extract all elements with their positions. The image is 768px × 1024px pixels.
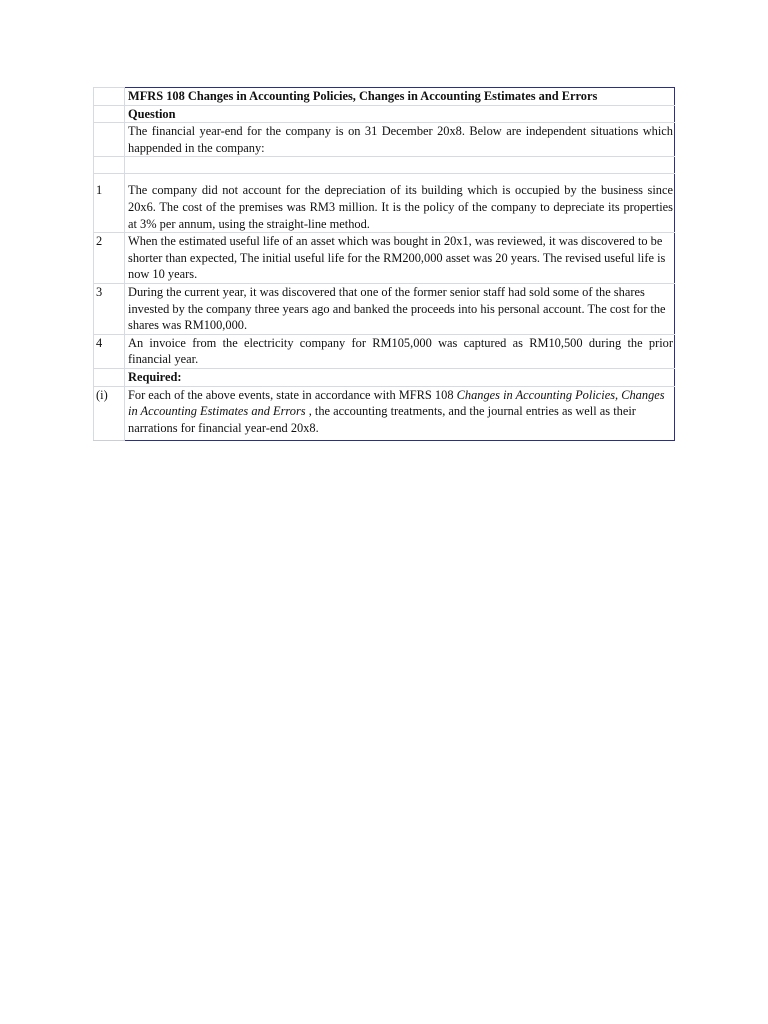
document-title: MFRS 108 Changes in Accounting Policies, Changes in Accounting Estimates and Errors <box>125 88 675 106</box>
requirement-text <box>125 386 675 441</box>
situation-row <box>94 174 675 233</box>
row-number-cell <box>94 105 125 123</box>
row-number-cell <box>94 157 125 174</box>
question-label: Question <box>125 105 675 123</box>
blank-cell <box>125 157 675 174</box>
question-table <box>93 87 675 441</box>
requirement-text-after: , the accounting treatments, and the journal entries as well as their narrations for financial year-end 20x8. <box>128 404 636 435</box>
row-number-cell <box>94 88 125 106</box>
situation-number: 1 <box>94 174 125 233</box>
situation-number: 3 <box>94 283 125 334</box>
situation-text: During the current year, it was discovered that one of the former senior staff had sold some of the shares invested by the company three years ago and banked the proceeds into his personal account. The cost for the shares was RM100,000. <box>125 283 675 334</box>
row-number-cell <box>94 368 125 386</box>
requirement-standard-title: Changes in Accounting Policies, Changes in Accounting Estimates and Errors <box>128 387 665 419</box>
situation-row <box>94 334 675 368</box>
situation-text: The company did not account for the depreciation of its building which is occupied by the business since 20x6. The cost of the premises was RM3 million. It is the policy of the company to depreciate its properties at 3% per annum, using the straight-line method. <box>125 174 675 233</box>
situation-text: An invoice from the electricity company for RM105,000 was captured as RM10,500 during the prior financial year. <box>125 334 675 368</box>
requirement-text-before: For each of the above events, state in accordance with MFRS 108 <box>128 387 457 402</box>
required-label: Required: <box>125 368 675 386</box>
title-row <box>94 88 675 106</box>
situation-row <box>94 283 675 334</box>
blank-row <box>94 157 675 174</box>
situation-number: 2 <box>94 233 125 284</box>
intro-row <box>94 123 675 157</box>
intro-text: The financial year-end for the company is on 31 December 20x8. Below are independent situations which happended in the company: <box>125 123 675 157</box>
situation-number: 4 <box>94 334 125 368</box>
situation-text: When the estimated useful life of an asset which was bought in 20x1, was reviewed, it was discovered to be shorter than expected, The initial useful life for the RM200,000 asset was 20 years. The revised useful life is now 10 years. <box>125 233 675 284</box>
required-label-row <box>94 368 675 386</box>
question-label-row <box>94 105 675 123</box>
requirement-row <box>94 386 675 441</box>
requirement-number: (i) <box>94 386 125 441</box>
situation-row <box>94 233 675 284</box>
row-number-cell <box>94 123 125 157</box>
